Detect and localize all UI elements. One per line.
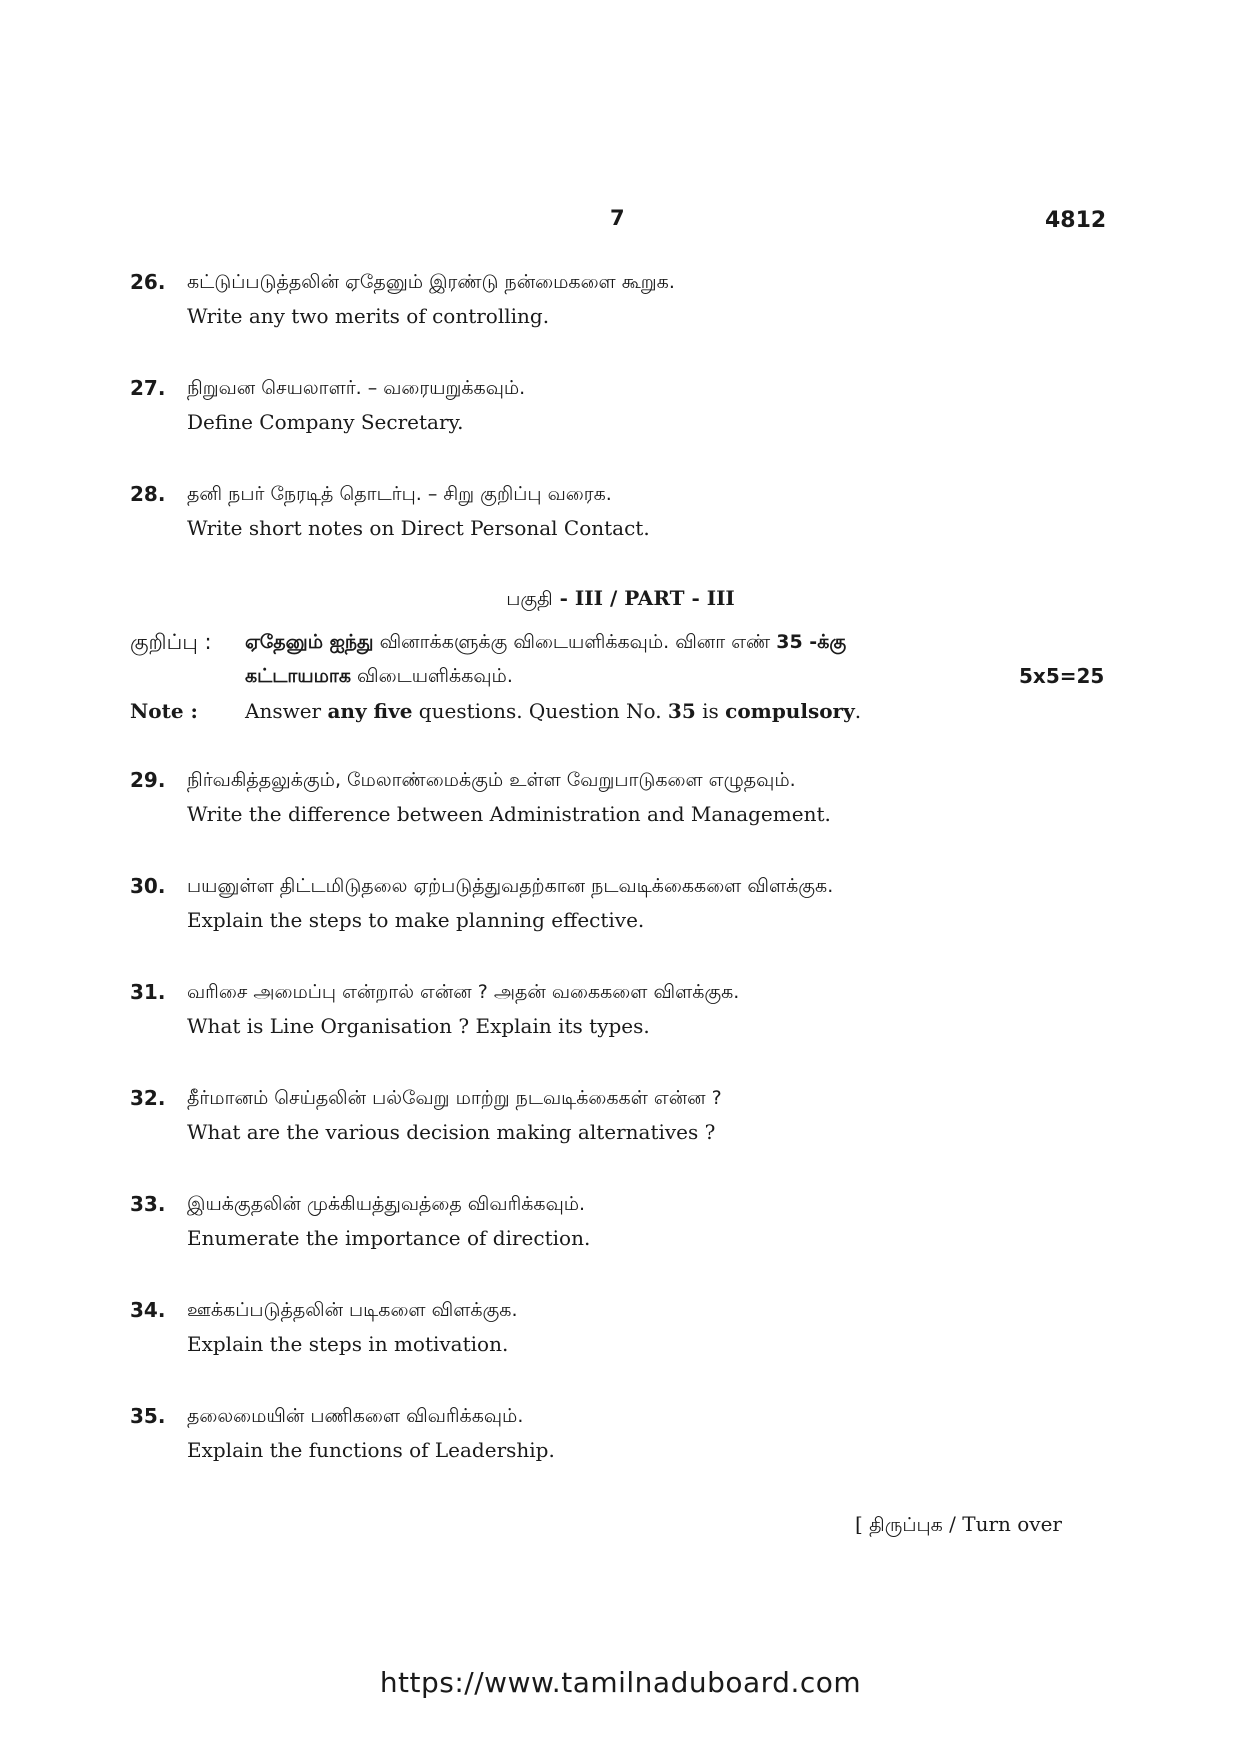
question-number: 35. bbox=[130, 1404, 166, 1428]
paper-code: 4812 bbox=[1045, 208, 1107, 233]
part-heading-tamil: பகுதி bbox=[506, 588, 553, 610]
question-text-tamil: பயனுள்ள திட்டமிடுதலை ஏற்படுத்துவதற்கான நடவடிக்கைகளை விளக்குக. bbox=[187, 875, 834, 897]
question-number: 32. bbox=[130, 1086, 166, 1110]
question-text-tamil: தலைமையின் பணிகளை விவரிக்கவும். bbox=[187, 1405, 524, 1427]
part-heading bbox=[0, 586, 1241, 613]
question-text-english: Explain the steps to make planning effective. bbox=[187, 908, 645, 932]
question-number: 26. bbox=[130, 270, 166, 294]
page-number: 7 bbox=[610, 206, 625, 230]
question-text-english: Write the difference between Administration and Management. bbox=[187, 802, 831, 826]
question-text-english: Define Company Secretary. bbox=[187, 410, 464, 434]
instruction-tamil-line2: கட்டாயமாக விடையளிக்கவும். bbox=[245, 665, 513, 687]
question-number: 33. bbox=[130, 1192, 166, 1216]
question-text-english: Explain the functions of Leadership. bbox=[187, 1438, 555, 1462]
question-text-english: Explain the steps in motivation. bbox=[187, 1332, 509, 1356]
question-text-tamil: தனி நபர் நேரடித் தொடர்பு. – சிறு குறிப்பு வரைக. bbox=[187, 483, 612, 505]
turn-over-note: [ திருப்புக / Turn over bbox=[855, 1512, 1062, 1536]
note-label: Note : bbox=[130, 699, 198, 723]
question-text-english: What are the various decision making alternatives ? bbox=[187, 1120, 716, 1144]
question-text-tamil: கட்டுப்படுத்தலின் ஏதேனும் இரண்டு நன்மைகளை கூறுக. bbox=[187, 271, 675, 293]
question-text-tamil: நிறுவன செயலாளர். – வரையறுக்கவும். bbox=[187, 377, 526, 399]
instruction-tamil-line1: ஏதேனும் ஐந்து வினாக்களுக்கு விடையளிக்கவும். வினா எண் 35 -க்கு bbox=[245, 631, 847, 653]
question-number: 30. bbox=[130, 874, 166, 898]
question-text-english: Enumerate the importance of direction. bbox=[187, 1226, 591, 1250]
part-heading-english: - III / PART - III bbox=[552, 586, 735, 610]
question-text-tamil: இயக்குதலின் முக்கியத்துவத்தை விவரிக்கவும். bbox=[187, 1193, 586, 1215]
question-text-english: Write any two merits of controlling. bbox=[187, 304, 550, 328]
question-text-tamil: தீர்மானம் செய்தலின் பல்வேறு மாற்று நடவடிக்கைகள் என்ன ? bbox=[187, 1087, 722, 1109]
question-number: 34. bbox=[130, 1298, 166, 1322]
question-number: 27. bbox=[130, 376, 166, 400]
marks-allocation: 5x5=25 bbox=[1019, 664, 1105, 688]
question-number: 31. bbox=[130, 980, 166, 1004]
question-text-tamil: ஊக்கப்படுத்தலின் படிகளை விளக்குக. bbox=[187, 1299, 518, 1321]
note-text: Answer any five questions. Question No. 35 is compulsory. bbox=[245, 699, 862, 723]
instruction-label-tamil: குறிப்பு : bbox=[130, 630, 212, 654]
question-text-tamil: நிர்வகித்தலுக்கும், மேலாண்மைக்கும் உள்ள வேறுபாடுகளை எழுதவும். bbox=[187, 769, 796, 791]
question-number: 28. bbox=[130, 482, 166, 506]
question-text-english: What is Line Organisation ? Explain its types. bbox=[187, 1014, 650, 1038]
footer-url: https://www.tamilnaduboard.com bbox=[379, 1666, 862, 1699]
question-number: 29. bbox=[130, 768, 166, 792]
question-text-english: Write short notes on Direct Personal Contact. bbox=[187, 516, 650, 540]
question-text-tamil: வரிசை அமைப்பு என்றால் என்ன ? அதன் வகைகளை விளக்குக. bbox=[187, 981, 740, 1003]
